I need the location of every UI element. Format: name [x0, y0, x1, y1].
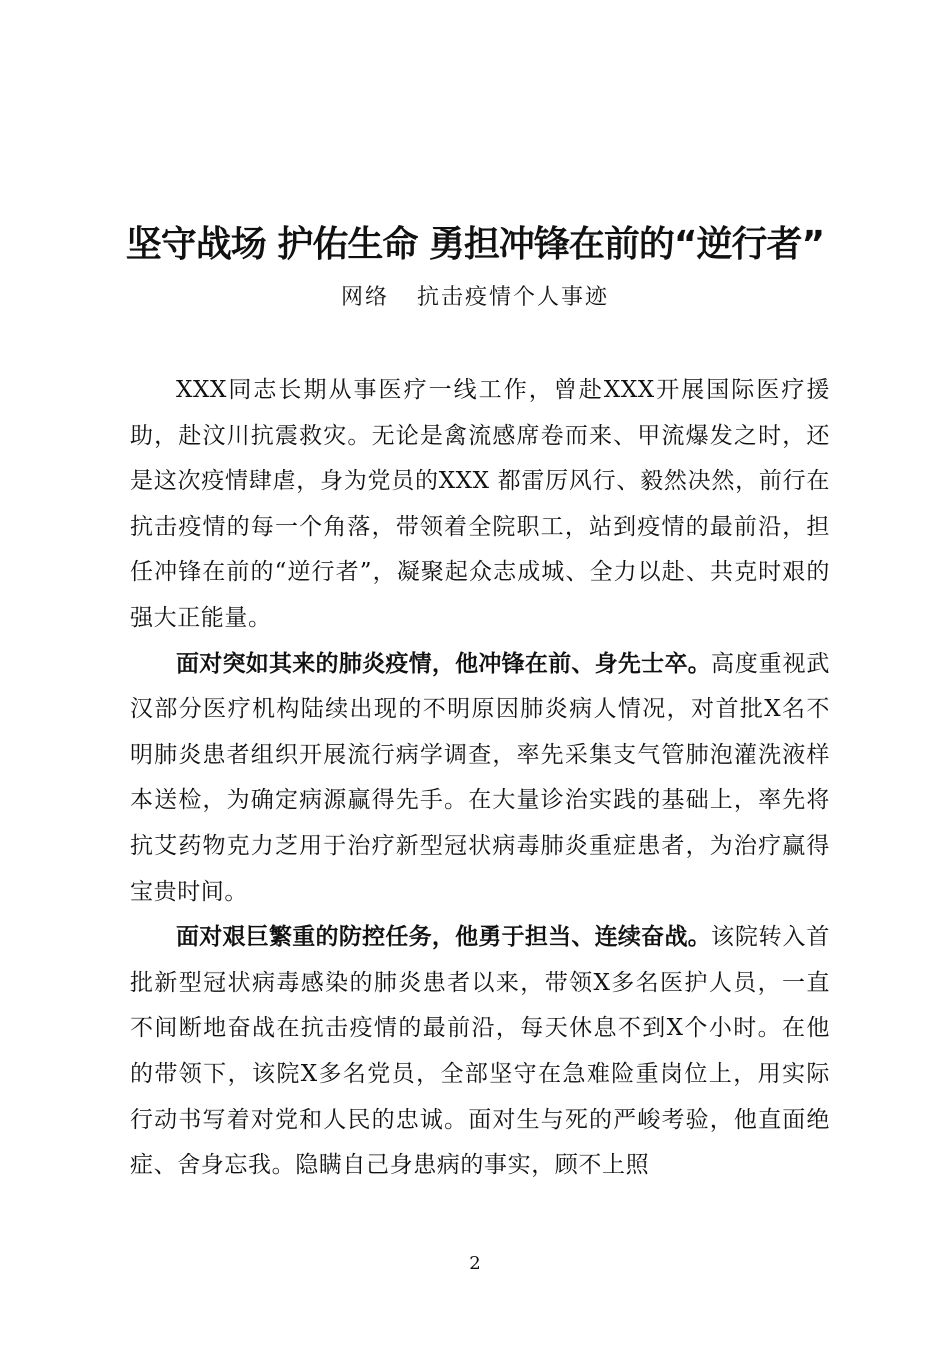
paragraph-text: 高度重视武汉部分医疗机构陆续出现的不明原因肺炎病人情况，对首批X名不明肺炎患者组织开展流行病学调查，率先采集支气管肺泡灌洗液样本送检，为确定病源赢得先手。在大量诊治实践的基础上，率先将抗艾药物克力芝用于治疗新型冠状病毒肺炎重症患者，为治疗赢得宝贵时间。 [130, 650, 831, 905]
paragraph-text: XXX同志长期从事医疗一线工作，曾赴XXX开展国际医疗援助，赴汶川抗震救灾。无论是禽流感席卷而来、甲流爆发之时，还是这次疫情肆虐，身为党员的XXX 都雷厉风行、毅然决然，前行在抗击疫情的每一个角落，带领着全院职工，站到疫情的最前沿，担任冲锋在前的“逆行者”，凝聚起众志成城、全力以赴、共克时艰的强大正能量。 [130, 377, 830, 631]
document-body [130, 368, 830, 1189]
paragraph-intro [130, 368, 830, 642]
paragraph-lead: 面对艰巨繁重的防控任务，他勇于担当、连续奋战。 [176, 924, 711, 951]
paragraph-lead: 面对突如其来的肺炎疫情，他冲锋在前、身先士卒。 [176, 650, 711, 677]
subtitle-category: 抗击疫情个人事迹 [417, 285, 610, 310]
document-subtitle [0, 280, 950, 316]
document-title: 坚守战场 护佑生命 勇担冲锋在前的“逆行者” [125, 224, 825, 265]
page-number: 2 [469, 1253, 481, 1274]
paragraph-epidemic-response [130, 642, 830, 916]
paragraph-text: 该院转入首批新型冠状病毒感染的肺炎患者以来，带领X多名医护人员，一直不间断地奋战在抗击疫情的最前沿，每天休息不到X个小时。在他的带领下，该院X多名党员，全部坚守在急难险重岗位上，用实际行动书写着对党和人民的忠诚。面对生与死的严峻考验，他直面绝症、舍身忘我。隐瞒自己身患病的事实，顾不上照 [130, 924, 831, 1179]
paragraph-prevention-tasks [130, 915, 830, 1189]
subtitle-source: 网络 [340, 285, 389, 310]
